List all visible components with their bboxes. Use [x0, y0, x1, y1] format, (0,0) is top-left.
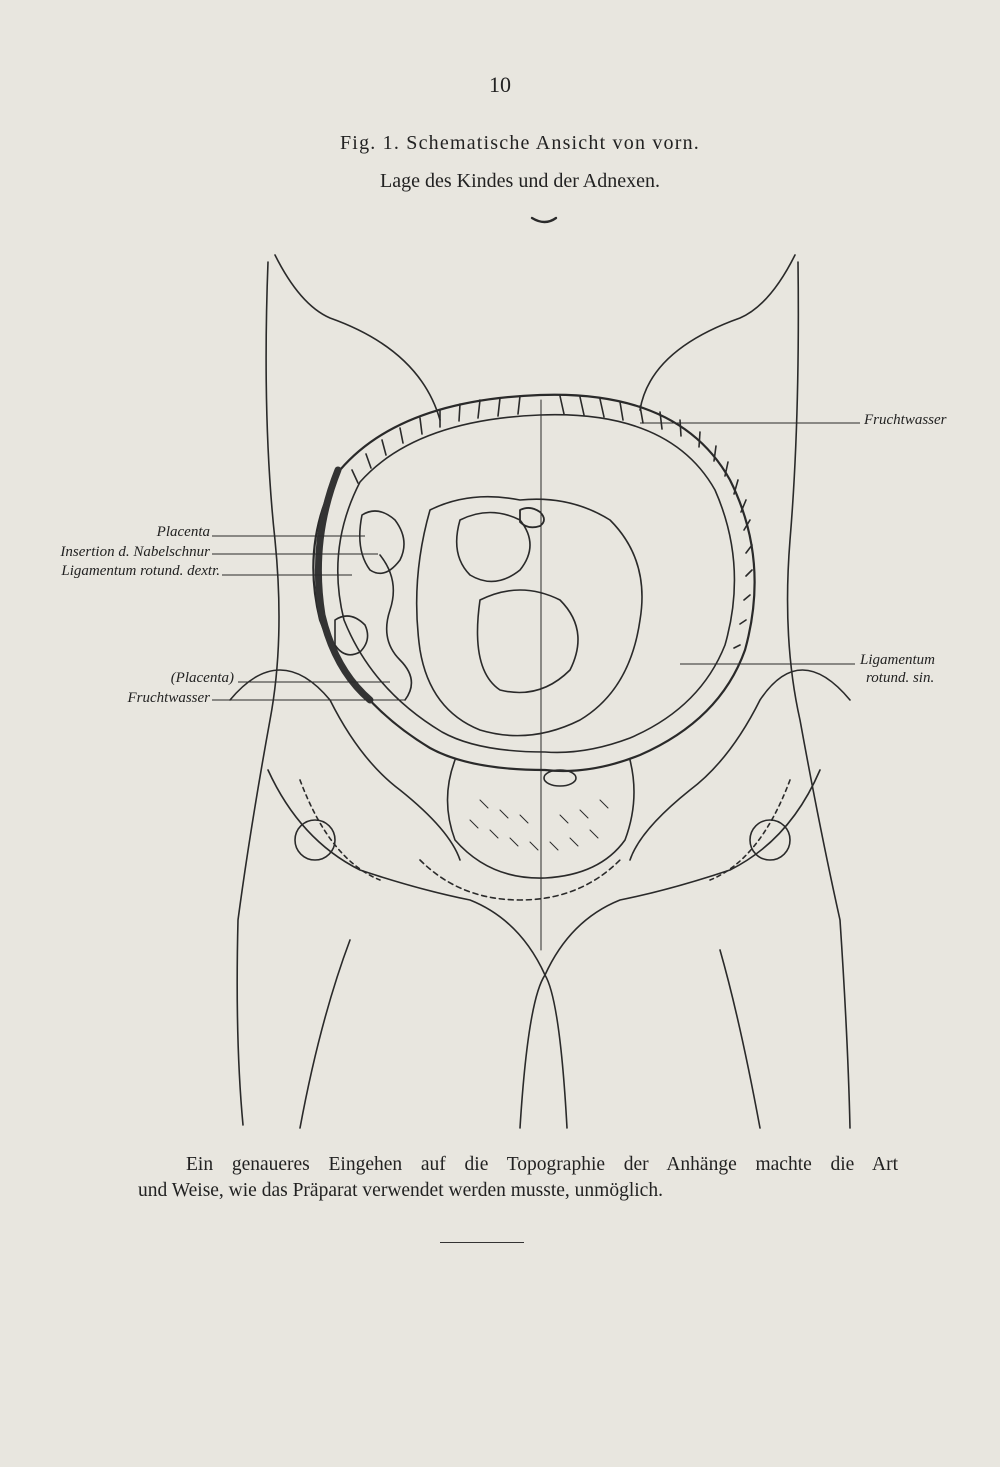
label-fruchtwasser-right: Fruchtwasser: [864, 412, 947, 428]
label-ligamentum-sin-1: Ligamentum: [860, 652, 935, 668]
label-placenta-paren: (Placenta): [170, 670, 234, 686]
body-line-1: Ein genaueres Eingehen auf die Topographie der Anhänge machte die Art: [186, 1154, 898, 1175]
label-ligamentum-dextr: Ligamentum rotund. dextr.: [61, 563, 220, 579]
label-insertion-nabelschnur: Insertion d. Nabelschnur: [60, 544, 210, 560]
figure-subtitle: Lage des Kindes und der Adnexen.: [380, 170, 660, 192]
body-line-2: und Weise, wie das Präparat verwendet werden musste, unmöglich.: [138, 1180, 663, 1201]
label-fruchtwasser-left: Fruchtwasser: [127, 690, 210, 706]
label-ligamentum-sin-2: rotund. sin.: [866, 670, 935, 686]
label-placenta: Placenta: [156, 524, 210, 540]
body-paragraph: [138, 1152, 898, 1204]
page-number: 10: [489, 72, 511, 97]
figure-title: Fig. 1. Schematische Ansicht von vorn.: [339, 132, 700, 154]
section-divider: [440, 1242, 524, 1243]
